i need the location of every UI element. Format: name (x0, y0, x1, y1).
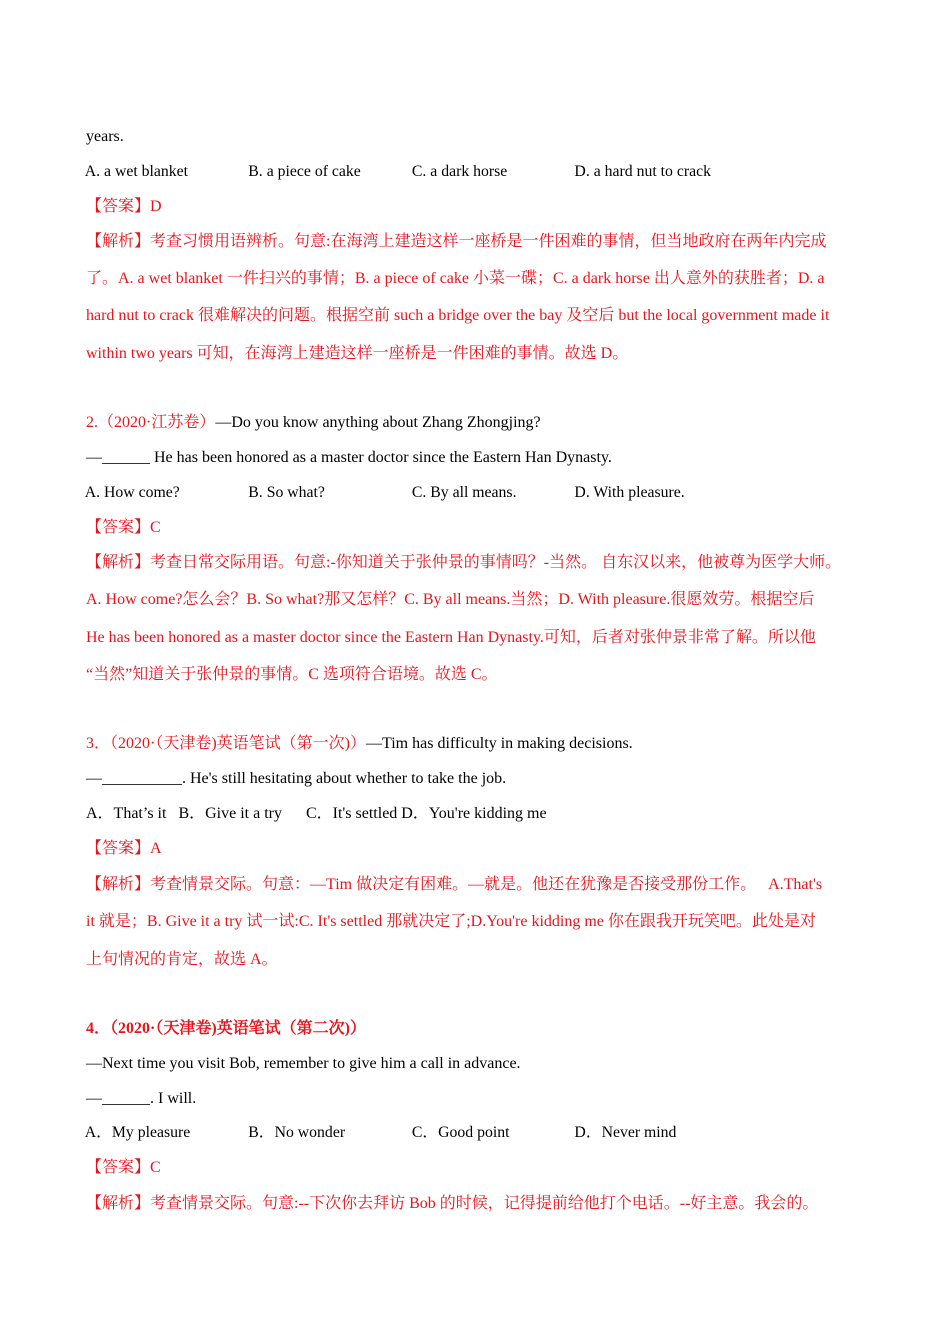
q4-option-b: B．No wonder (248, 1124, 346, 1141)
q1-analysis-line: within two years 可知，在海湾上建造这样一座桥是一件困难的事情。故选 D。 (86, 345, 629, 362)
q2-option-b: B. So what? (248, 484, 325, 501)
q1-analysis-line: 了。A. a wet blanket 一件扫兴的事情；B. a piece of cake 小菜一碟；C. a dark horse 出人意外的获胜者；D. a (86, 270, 825, 287)
q3-analysis-line: 上句情况的肯定，故选 A。 (86, 951, 278, 968)
q2-reply: —______ He has been honored as a master doctor since the Eastern Han Dynasty. (86, 449, 612, 466)
q1-analysis-line: 【解析】考查习惯用语辨析。句意:在海湾上建造这样一座桥是一件困难的事情，但当地政府在两年内完成 (86, 233, 827, 250)
q1-answer: 【答案】D (86, 198, 162, 215)
q2-analysis-line: A. How come?怎么会？B. So what?那又怎样？C. By all means.当然；D. With pleasure.很愿效劳。根据空后 (86, 591, 815, 608)
q2-option-c: C. By all means. (411, 484, 517, 501)
q2-option-a: A. How come? (84, 484, 180, 501)
q4-stem: —Next time you visit Bob, remember to give him a call in advance. (86, 1055, 521, 1072)
q4-option-d: D．Never mind (574, 1124, 677, 1141)
q3-reply: —__________. He's still hesitating about whether to take the job. (86, 770, 507, 787)
q4-reply: —______. I will. (86, 1090, 197, 1107)
q2-analysis-line: “当然”知道关于张仲景的事情。C 选项符合语境。故选 C。 (86, 666, 498, 683)
q3-analysis-line: it 就是；B. Give it a try 试一试:C. It's settled 那就决定了;D.You're kidding me 你在跟我开玩笑吧。此处是对 (86, 913, 816, 930)
q1-option-c: C. a dark horse (411, 163, 508, 180)
q2-stem (86, 413, 541, 433)
q2-answer: 【答案】C (86, 519, 161, 536)
q4-option-c: C．Good point (411, 1124, 510, 1141)
q1-analysis-line: hard nut to crack 很难解决的问题。根据空前 such a bridge over the bay 及空后 but the local government made it (86, 307, 830, 324)
q4-analysis-line: 【解析】考查情景交际。句意:--下次你去拜访 Bob 的时候，记得提前给他打个电话。--好主意。我会的。 (86, 1195, 819, 1212)
q2-number: 2. (86, 414, 98, 431)
q2-source: （2020·江苏卷） (98, 414, 216, 431)
q3-options: A．That’s it B．Give it a try C．It's settled D．You're kidding me (86, 805, 547, 822)
q1-option-d: D. a hard nut to crack (574, 163, 712, 180)
q1-option-b: B. a piece of cake (248, 163, 361, 180)
question-fragment: years. (86, 128, 124, 145)
q2-options (0, 483, 936, 503)
q3-analysis-line: 【解析】考查情景交际。句意：—Tim 做决定有困难。—就是。他还在犹豫是否接受那份工作。 A.That's (86, 876, 823, 893)
q2-question: —Do you know anything about Zhang Zhongjing? (215, 414, 541, 431)
q2-analysis-line: He has been honored as a master doctor since the Eastern Han Dynasty.可知，后者对张仲景非常了解。所以他 (86, 629, 816, 646)
q3-stem (86, 734, 633, 754)
q3-number: 3． (86, 735, 111, 752)
q1-options (0, 162, 936, 182)
q2-analysis-line: 【解析】考查日常交际用语。句意:-你知道关于张仲景的事情吗？-当然。 自东汉以来，他被尊为医学大师。 (86, 554, 842, 571)
q4-options (0, 1123, 936, 1143)
q4-heading: 4．（2020·（天津卷)英语笔试（第二次)） (86, 1020, 366, 1037)
q4-answer: 【答案】C (86, 1159, 161, 1176)
q4-option-a: A．My pleasure (84, 1124, 191, 1141)
q1-option-a: A. a wet blanket (84, 163, 189, 180)
q3-answer: 【答案】A (86, 840, 162, 857)
q3-question: —Tim has difficulty in making decisions. (366, 735, 633, 752)
q2-option-d: D. With pleasure. (574, 484, 685, 501)
q3-source: （2020·（天津卷)英语笔试（第一次)） (110, 735, 367, 752)
